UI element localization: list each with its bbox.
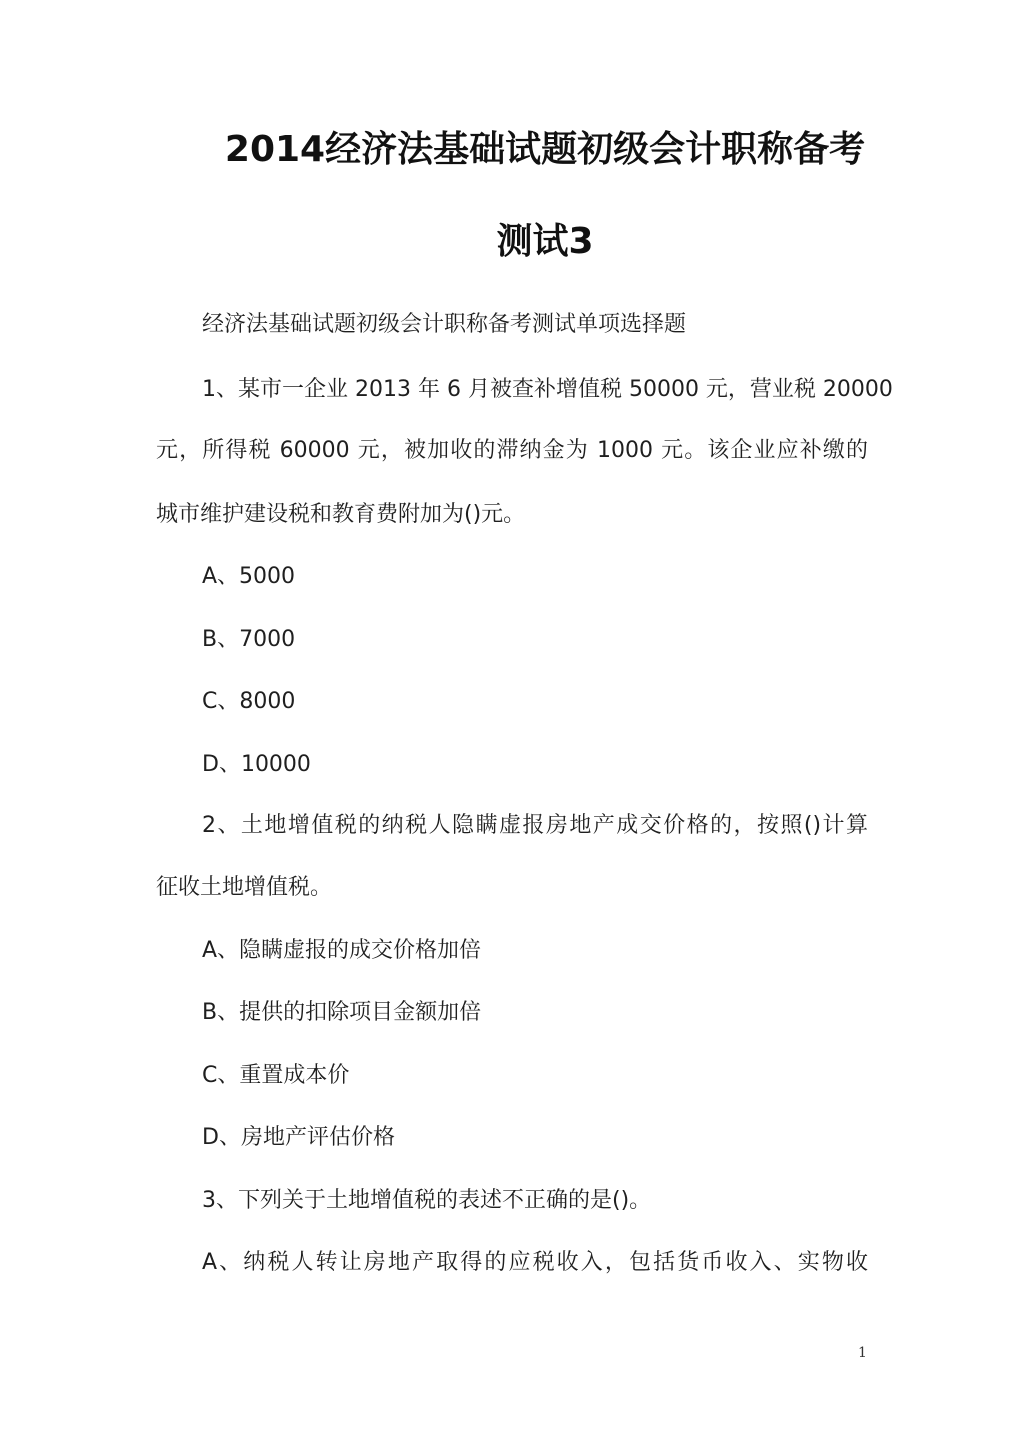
question-1-line-2: 元，所得税 60000 元，被加收的滞纳金为 1000 元。该企业应补缴的 bbox=[156, 438, 868, 463]
section-heading: 经济法基础试题初级会计职称备考测试单项选择题 bbox=[202, 312, 687, 337]
question-1-line-3: 城市维护建设税和教育费附加为()元。 bbox=[156, 502, 526, 527]
question-2-option-b: B、提供的扣除项目金额加倍 bbox=[202, 1000, 482, 1025]
question-1-option-d: D、10000 bbox=[202, 752, 311, 777]
question-2-line-1: 2、土地增值税的纳税人隐瞒虚报房地产成交价格的，按照()计算 bbox=[202, 813, 868, 838]
question-2-option-d: D、房地产评估价格 bbox=[202, 1125, 395, 1150]
question-2-line-2: 征收土地增值税。 bbox=[156, 875, 333, 900]
question-1-option-a: A、5000 bbox=[202, 564, 296, 589]
question-3-line-1: 3、下列关于土地增值税的表述不正确的是()。 bbox=[202, 1188, 652, 1213]
page-number: 1 bbox=[858, 1345, 867, 1361]
document-title-line-2: 测试3 bbox=[496, 221, 594, 262]
question-1-option-b: B、7000 bbox=[202, 627, 296, 652]
document-title-line-1: 2014经济法基础试题初级会计职称备考 bbox=[224, 129, 866, 170]
question-2-option-c: C、重置成本价 bbox=[202, 1063, 350, 1088]
question-1-option-c: C、8000 bbox=[202, 689, 296, 714]
question-1-line-1: 1、某市一企业 2013 年 6 月被查补增值税 50000 元，营业税 20000 bbox=[202, 377, 893, 402]
question-3-option-a: A、纳税人转让房地产取得的应税收入，包括货币收入、实物收 bbox=[202, 1250, 868, 1275]
question-2-option-a: A、隐瞒虚报的成交价格加倍 bbox=[202, 938, 482, 963]
